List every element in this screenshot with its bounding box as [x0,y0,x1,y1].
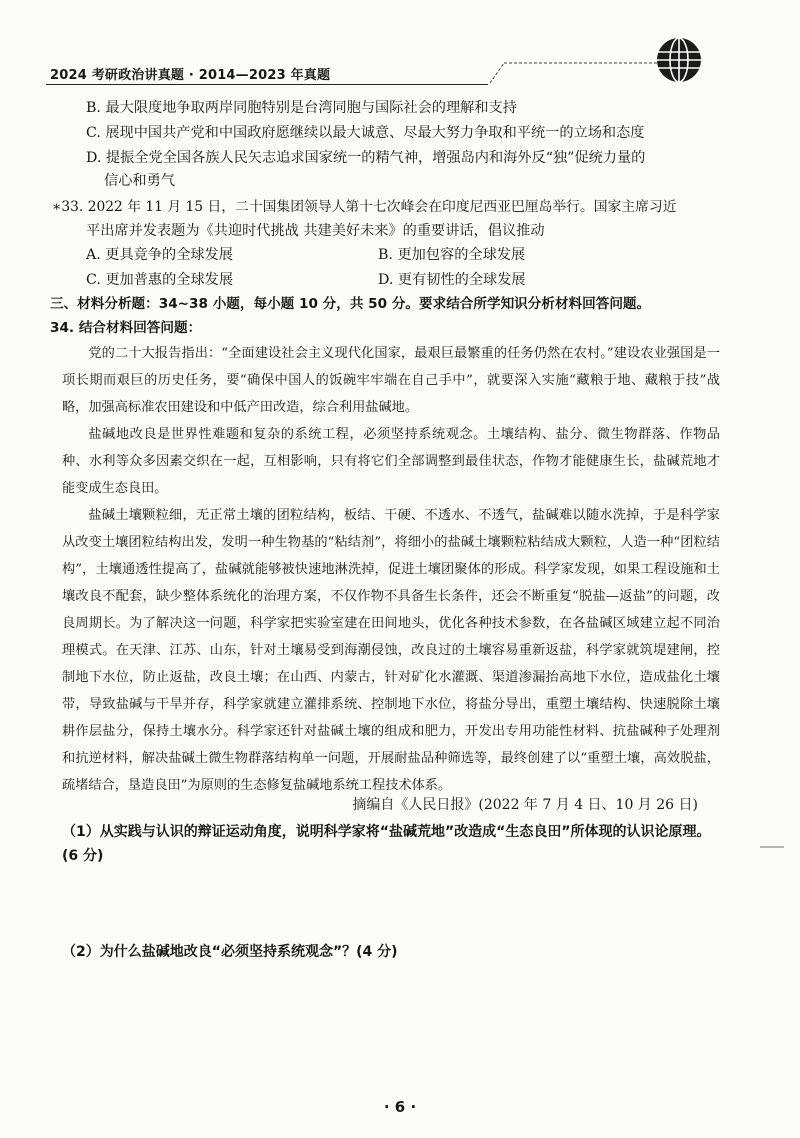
material-source: 摘编自《人民日报》(2022 年 7 月 4 日、10 月 26 日) [352,797,698,813]
q34-subquestion-1: （1）从实践与认识的辩证运动角度，说明科学家将“盐碱荒地”改造成“生态良田”所体现的认识论原理。(6 分) [62,824,711,864]
q32-option-d: D. 提振全党全国各族人民矢志追求国家统一的精气神，增强岛内和海外反“独”促统力量的 [86,150,646,166]
q32-option-c: C. 展现中国共产党和中国政府愿继续以最大诚意、尽最大努力争取和平统一的立场和态度 [86,125,645,141]
q34-subquestion-2: （2）为什么盐碱地改良“必须坚持系统观念”？(4 分) [62,944,398,960]
q33-option-c: C. 更加普惠的全球发展 [86,272,234,288]
q33-option-d: D. 更有韧性的全球发展 [378,272,526,288]
q33-option-a: A. 更具竞争的全球发展 [86,247,233,263]
book-header-title: 2024 考研政治讲真题 · 2014—2023 年真题 [50,68,331,83]
page-number: · 6 · [383,1098,417,1116]
material-paragraph-3: 盐碱土壤颗粒细，无正常土壤的团粒结构，板结、干硬、不透水、不透气，盐碱难以随水洗掉，于是科学家从改变土壤团粒结构出发，发明一种生物基的“粘结剂”，将细小的盐碱土壤颗粒粘结成大颗粒，人造一种“团粒结构”，土壤通透性提高了，盐碱就能够被快速地淋洗掉，促进土壤团聚体的形成。科学家发现，如果工程设施和土壤改良不配套，缺少整体系统化的治理方案，不仅作物不具备生长条件，还会不断重复“脱盐—返盐”的问题，改良周期长。为了解决这一问题，科学家把实验室建在田间地头，优化各种技术参数，在各盐碱区域建立起不同治理模式。在天津、江苏、山东，针对土壤易受到海潮侵蚀，改良过的土壤容易重新返盐，科学家就筑堤建闸，控制地下水位，防止返盐，改良土壤；在山西、内蒙古，针对矿化水灌溉、渠道渗漏抬高地下水位，造成盐化土壤带，导致盐碱与干旱并存，科学家就建立灌排系统、控制地下水位，将盐分导出，重塑土壤结构、快速脱除土壤耕作层盐分，保持土壤水分。科学家还针对盐碱土壤的组成和肥力，开发出专用功能性材料、抗盐碱种子处理剂和抗逆材料，解决盐碱土微生物群落结构单一问题，开展耐盐品种筛选等，最终创建了以“重塑土壤，高效脱盐，疏堵结合，垦造良田”为原则的生态修复盐碱地系统工程技术体系。 [62,508,720,793]
q33-stem-line2: 平出席并发表题为《共迎时代挑战 共建美好未来》的重要讲话，倡议推动 [86,223,545,239]
material-paragraph-2: 盐碱地改良是世界性难题和复杂的系统工程，必须坚持系统观念。土壤结构、盐分、微生物群落、作物品种、水利等众多因素交织在一起，互相影响，只有将它们全部调整到最佳状态，作物才能健康生长，盐碱荒地才能变成生态良田。 [62,427,720,496]
scan-mark [760,846,784,848]
header-dashed-rule [490,62,660,84]
q32-option-d-continued: 信心和勇气 [104,173,175,189]
material-paragraph-1: 党的二十大报告指出：“全面建设社会主义现代化国家，最艰巨最繁重的任务仍然在农村。”建设农业强国是一项长期而艰巨的历史任务，要“确保中国人的饭碗牢牢端在自己手中”，就要深入实施“藏粮于地、藏粮于技”战略，加强高标准农田建设和中低产田改造，综合利用盐碱地。 [62,346,720,415]
q32-option-b: B. 最大限度地争取两岸同胞特别是台湾同胞与国际社会的理解和支持 [86,100,517,116]
header-rule [46,84,488,85]
q34-heading: 34. 结合材料回答问题： [50,320,202,336]
q34-material [62,340,720,799]
q33-stem-line1: ∗33. 2022 年 11 月 15 日，二十国集团领导人第十七次峰会在印度尼西亚巴厘岛举行。国家主席习近 [52,199,677,215]
globe-icon [655,36,703,84]
q33-option-b: B. 更加包容的全球发展 [378,247,526,263]
section3-heading: 三、材料分析题：34~38 小题，每小题 10 分，共 50 分。要求结合所学知识分析材料回答问题。 [50,296,651,312]
